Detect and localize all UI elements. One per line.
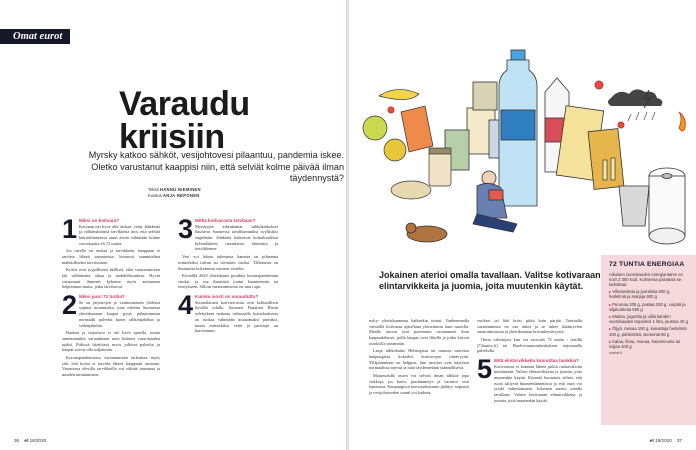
question-body: Suomalaisten kotivara-asiat ovat kohtuullisen hyvällä tolalla. Suomen Punaisen Ristin selvityksen mukaan valtaosalla kotitalouksista on ruokaa vähintään muutamaksi päiväksi, mutta esimerkiksi vettä ja paristoja on harvemmin.: [195, 299, 278, 334]
headline-line-1: Varaudu: [119, 85, 250, 123]
credit-illustration: Kuvitus ANJA REPONEN: [148, 193, 200, 198]
question-4: [178, 290, 278, 334]
pet-icon: [406, 223, 447, 242]
text-column-3: nyky- yhteiskunnassa kaikenkin toimii. Vanhemmalla väestöllä kotivaraa ajatellaan yleisemmin kuin nuorilla. Maalla asuvat ovat paremmin varautuneet kuin kaupunkilaiset, joilla kaupat ovat lähellä ja jotka käyvät ostoksilla useammin. Laaja sähkökatko Helsingissä tai muussa suuressa kaupungissa kokeilisi kotivarojen riittävyyttä. Ylläpitäminen on helppoa, kun tuotteet ovat käytössä normaalissa arjessa ja niitä täydennetään säännöllisesti. Maaseudulla asuva voi selvitä ilman sähköä jopa viikkoja, jos kaivo, puulämmitys ja varastot ovat kunnossa. Kaupungissa kerrostaloasunto jäähtyy nopeasti ja vesijohtoveden saanti voi katketa.: [369, 318, 469, 396]
pantry-illustration: [349, 0, 696, 262]
sidebar-item: ▸ Vihanneksia ja juureksia 600 g, hedelmiä ja marjoja 600 g: [609, 289, 671, 300]
sidebar-intro: Aikuisen vuorokauden energiantarve on noin 2 300 kcal. Kolmessa päivässä se tarkoittaa:: [609, 271, 683, 287]
text-column-4: vuokset tai lähi kriisi pitkä kuin pärjää. Toimialla varautuminen on osa arkea ja se tukee ikääntyvien omatoimisuutta ja yhteiskunnan kriisinkestävyyttä. Omia valintojasi kun voi arvioida 72 tuntia - testillä (72tuntia.fi) tai Huoltovarmuuskeskuksen tarjoamalla palvelulla. 5 Mitä elintarvikkeita kannattaa hankkia? Kotivarassa ei kannata lähteä pitkiä ruokavalioita miettimään. Valitse elintarvikkeita ja juomia, joita muutenkin käytät. Kiinnitä huomiota siihen, että ruoat säilyvät huoneenlämmössä ja että osan voi syödä valmistamatta. Jokainen aterioi omalla tavallaan. Valitse kotivaraan elintarvikkeita ja juomia, joita muutenkin käytät.: [477, 318, 582, 403]
question-body: Se on järjestöjen ja viranomaisten yhdessä sopima minimiaika, jona oletettu Suomessa yhteiskunnan kaupat pysty palauttamaan normaalit palvelut kuten sähkönjakelun ja vedenjakelun.: [79, 299, 160, 328]
lede: Myrsky katkoo sähköt, vesijohtovesi pilaantuu, pandemia iskee. Oletko varustanut kaappisi niin, että selviät kolme päivää ilman täydennystä?: [88, 150, 344, 183]
question-number: 5: [477, 354, 493, 385]
question-number: 1: [62, 214, 78, 244]
left-page: [0, 0, 346, 450]
fire-icon: [679, 112, 685, 131]
raindrop-icon: [628, 112, 655, 121]
question-body: Koronan nyt hyvä olla ruokaa, vettä, lääkkeitä ja välttämättömiä tarvikkeita niin, että selviää häiriötilanteessa omin avuin vähintään kolme vuorokautta eli 72 tuntia.: [79, 223, 160, 246]
storm-cloud-icon: [608, 89, 662, 108]
pull-quote: Jokainen aterioi omalla tavallaan. Valitse kotivaraan elintarvikkeita ja juomia, joita muutenkin käytät.: [379, 270, 601, 292]
question-number: 3: [178, 214, 194, 244]
sidebar-item: ▸ Kalaa, lihaa, munaa, kananmunia tai soijaa 400 g: [609, 338, 681, 350]
bucket-icon: [619, 186, 649, 226]
sidebar-source: martat.fi: [609, 351, 622, 356]
energy-sidebar: [601, 255, 696, 425]
question-number: 2: [62, 290, 78, 321]
water-bottle-icon: [499, 50, 537, 206]
folio-left: 36 et 18/2020: [14, 438, 47, 443]
credit-text: Teksti HANNU NIEMINEN: [148, 187, 201, 192]
sidebar-item: ▸ Öljyä, rasvaa 150 g, kuivattuja hedelmiä 100 g, pähkinöitä, siemeniä 80 g: [609, 326, 687, 337]
right-page: [349, 0, 696, 450]
question-2: [62, 290, 160, 328]
question-title: Mitä elintarvikkeita kannattaa hankkia?: [494, 358, 580, 364]
question-5: [477, 354, 582, 404]
fruit-icon: [363, 89, 433, 199]
sidebar-item: ▸ Maitoa, jogurttia ja viiliä kahden vuorokauden tarpeeksi 1 litra, juustoa 40 g: [609, 314, 688, 325]
credits: [148, 187, 201, 199]
headline: [119, 85, 329, 156]
question-title: Miksi on kotivara?: [79, 218, 120, 223]
question-number: 4: [178, 290, 194, 321]
jar-icon: [429, 148, 451, 186]
question-3: [178, 214, 278, 252]
toilet-paper-icon: [649, 168, 685, 244]
question-title: Kuinka isosti on varauduttu?: [195, 294, 259, 300]
question-body: Myrskyjen aiheuttamat sähkökatkokset kuuluvat Suomessa tavallisimmiksi syyllisiksi ongelmiin. Sähköttä katkeavat kotitaloudessa kylmälaitteet, ruoanlaitto, lämmitys ja tietoliikenne.: [195, 223, 278, 252]
text-column-1: 1 Miksi on kotivara? Koronan nyt hyvä olla ruokaa, vettä, lääkkeitä ja välttämättömiä tarvikkeita niin, että selviää häiriötilanteessa omin avuin vähintään kolme vuorokautta eli 72 tuntia. Jos varalla on ruokaa ja tarvikkeita, kaappaan ei tarvitse lähteä satunnaista, huonosti suunniteltua mahdolliseksi tarvitsetaan. Kriisit ovat tyypillisesti äkillisiä, eikä varautumiseen jää välttämättä aikaa ja mahdollisuuksia. Hyvin varautunut ihminen kykenee myös auttamaan helpommin muita, jotka tarvitsevat. 2 Miksi juuri 72 tuntia? Se on järjestöjen ja viranomaisten yhdessä sopima minimiaika, jona oletettu Suomessa yhteiskunnan kaupat pysty palauttamaan normaalit palvelut kuten sähkönjakelun ja vedenjakelun. Ruokaa ja tarjottava ei ole hyvä ajatella, mutta ennemminkin varaudutaan noin kolmen vuorokauden ajaksi. Pitkissä häiriöissä myös julkiset palvelut ja kaupat voivat olla suljettuina. Koronapandemiassa varautuminen tarkoittaa myös sitä, että kotoa ei tarvitse lähteä kauppaan sairaana. Varastossa olevilla tarvikkeilla voi välttää tartunnat ja muiden tartuttamisen.: [62, 214, 160, 377]
question-title: Mitkä kotivarasta tarvitaan?: [195, 218, 256, 223]
section-tab: Omat eurot: [0, 29, 70, 44]
question-1: [62, 214, 160, 246]
question-title: Miksi juuri 72 tuntia?: [79, 294, 125, 300]
sidebar-title: 72 TUNTIA ENERGIAA: [609, 261, 685, 268]
question-body: Kotivarassa ei kannata lähteä pitkiä ruokavalioita miettimään. Valitse elintarvikkeita ja juomia, joita muutenkin käytät. Kiinnitä huomiota siihen, että ruoat säilyvät huoneenlämmössä ja että osan voi syödä valmistamatta. Jokainen aterioi omalla tavallaan. Valitse kotivaraan elintarvikkeita ja juomia, joita muutenkin käytät.: [494, 363, 582, 403]
headline-line-2: kriisiin: [119, 118, 225, 156]
folio-right: et 18/2020 37: [649, 438, 682, 443]
sidebar-item: ▸ Perunaa 200 g, pastaa 200 g. Leipää ja viljatuotteita 550 g: [609, 301, 686, 312]
text-column-2: 3 Mitkä kotivarasta tarvitaan? Myrskyjen aiheuttamat sähkökatkokset kuuluvat Suomessa tavallisimmiksi syyllisiksi ongelmiin. Sähköttä katkeavat kotitaloudessa kylmälaitteet, ruoanlaitto, lämmitys ja tietoliikenne. Vesi voi lakata tulemasta hanasta tai pilaantua esimerkiksi tulvan tai viemärin vuoksi. Tällaisesta on Suomessa kokemusta vuosien varrelta. Keväällä 2020 yhteiskunta pysähtyi koronapandemian vuoksi, ja osa ihmisistä joutui karanteeniin tai eristykseen. Silloin varautumisesta on suuri apu. 4 Kuinka isosti on varauduttu? Suomalaisten kotivara-asiat ovat kohtuullisen hyvällä tolalla. Suomen Punaisen Ristin selvityksen mukaan valtaosalla kotitalouksista on ruokaa vähintään muutamaksi päiväksi, mutta esimerkiksi vettä ja paristoja on harvemmin.: [178, 214, 278, 334]
